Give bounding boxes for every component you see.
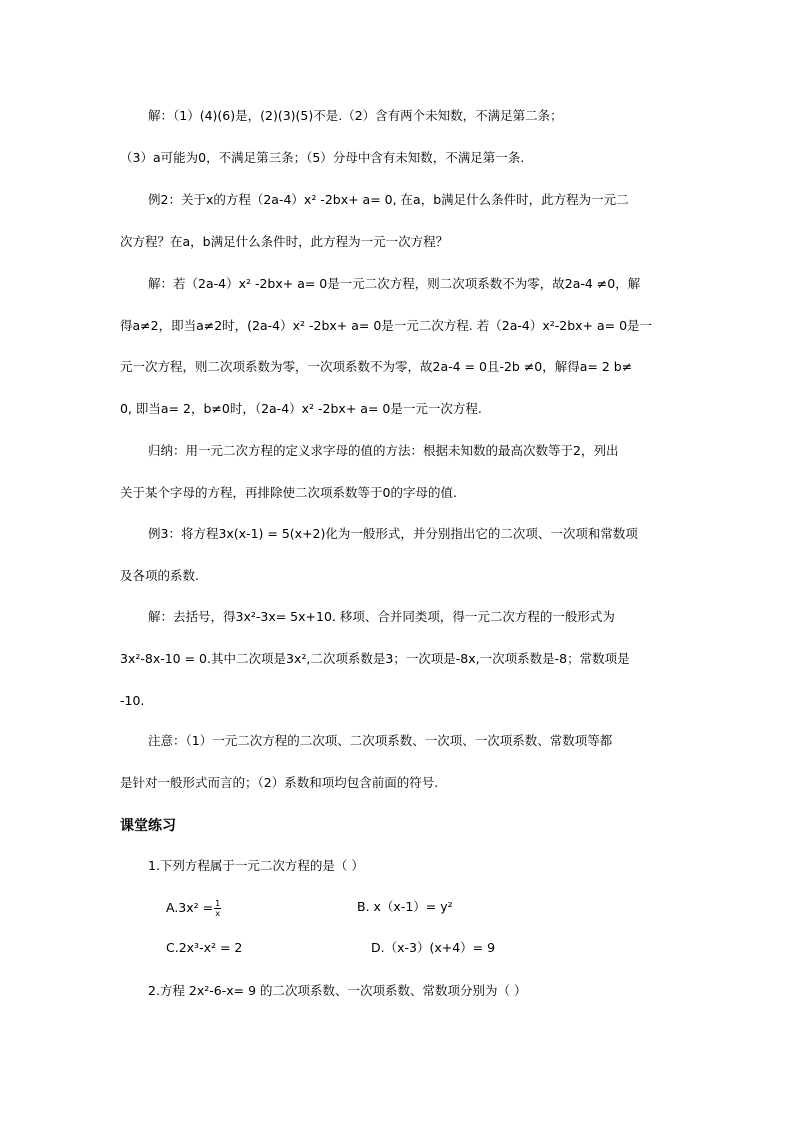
line-5: 解：若（2a-4）x² -2bx+ a= 0是一元二次方程，则二次项系数不为零，故2a-4 ≠0，解 [148, 276, 641, 291]
line-14: 3x²-8x-10 = 0.其中二次项是3x²,二次项系数是3；一次项是-8x,一次项系数是-8；常数项是 [120, 651, 630, 666]
line-15: -10. [120, 693, 145, 708]
line-12: 及各项的系数. [120, 568, 199, 583]
line-2: （3）a可能为0，不满足第三条；（5）分母中含有未知数，不满足第一条. [120, 150, 525, 165]
line-1: 解：（1）(4)(6)是，(2)(3)(5)不是.（2）含有两个未知数，不满足第二条； [148, 108, 563, 123]
line-10: 关于某个字母的方程，再排除使二次项系数等于0的字母的值. [120, 485, 457, 500]
fraction [214, 899, 221, 918]
question-1-option-b: B. x（x-1）= y² [357, 899, 453, 914]
line-4: 次方程？在a，b满足什么条件时，此方程为一元一次方程？ [120, 234, 449, 249]
line-8: 0, 即当a= 2，b≠0时，（2a-4）x² -2bx+ a= 0是一元一次方程. [120, 401, 482, 416]
line-7: 元一次方程，则二次项系数为零，一次项系数不为零，故2a-4 = 0且-2b ≠0，解得a= 2 b≠ [120, 359, 633, 374]
question-1-option-c: C.2x³-x² = 2 [166, 940, 243, 955]
fraction-denominator: x [215, 909, 221, 918]
line-17: 是针对一般形式而言的；（2）系数和项均包含前面的符号. [120, 775, 439, 790]
line-11: 例3：将方程3x(x-1) = 5(x+2)化为一般形式，并分别指出它的二次项、一次项和常数项 [148, 526, 638, 541]
question-1-stem: 1.下列方程属于一元二次方程的是（ ） [148, 858, 364, 873]
fraction-numerator: 1 [215, 899, 221, 908]
question-1-option-a [166, 899, 221, 918]
section-heading: 课堂练习 [120, 818, 176, 834]
line-9: 归纳：用一元二次方程的定义求字母的值的方法：根据未知数的最高次数等于2，列出 [148, 443, 619, 458]
line-13: 解：去括号，得3x²-3x= 5x+10. 移项、合并同类项，得一元二次方程的一般形式为 [148, 609, 615, 624]
line-6: 得a≠2，即当a≠2时，(2a-4）x² -2bx+ a= 0是一元二次方程. 若（2a-4）x²-2bx+ a= 0是一 [120, 318, 653, 333]
line-16: 注意：（1）一元二次方程的二次项、二次项系数、一次项、一次项系数、常数项等都 [148, 733, 613, 748]
option-a-text: A.3x² = [166, 900, 214, 915]
line-3: 例2：关于x的方程（2a-4）x² -2bx+ a= 0, 在a，b满足什么条件时，此方程为一元二 [148, 192, 629, 207]
question-1-option-d: D.（x-3）(x+4）= 9 [371, 940, 496, 955]
question-2-stem: 2.方程 2x²-6-x= 9 的二次项系数、一次项系数、常数项分别为（ ） [148, 983, 527, 998]
